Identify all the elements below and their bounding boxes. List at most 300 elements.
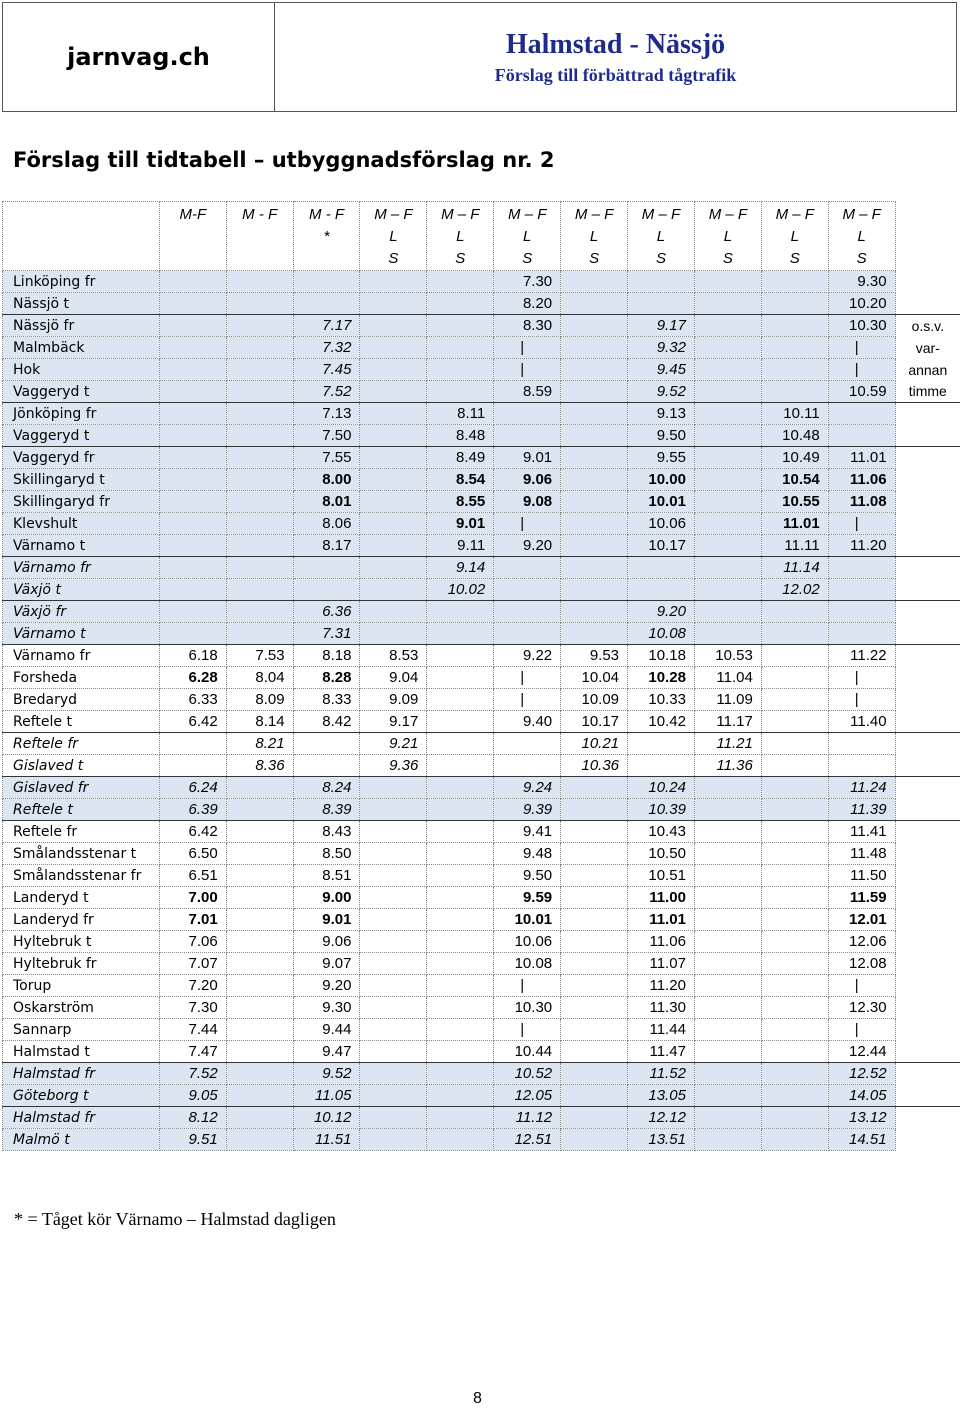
time-cell [694,1019,761,1041]
time-cell [427,821,494,843]
time-cell: 11.05 [293,1085,360,1107]
side-note [895,953,960,975]
time-cell [694,1041,761,1063]
time-cell [159,337,226,359]
time-cell [360,513,427,535]
table-row [3,1085,960,1107]
time-cell [761,337,828,359]
time-cell [761,755,828,777]
time-cell [226,909,293,931]
time-cell [226,557,293,579]
station-name: Skillingaryd fr [3,491,160,513]
time-cell: 8.43 [293,821,360,843]
time-cell: 8.14 [226,711,293,733]
time-cell [226,601,293,623]
time-cell: 10.55 [761,491,828,513]
station-name: Bredaryd [3,689,160,711]
side-note [895,403,960,425]
time-cell: 7.06 [159,931,226,953]
time-cell: 7.52 [159,1063,226,1085]
time-cell: 11.48 [828,843,895,865]
time-cell: 9.32 [628,337,695,359]
time-cell [561,469,628,491]
brand-name: jarnvag.ch [67,43,210,71]
time-cell [761,1085,828,1107]
table-row [3,293,960,315]
time-cell [226,579,293,601]
time-cell: 8.17 [293,535,360,557]
side-note [895,425,960,447]
table-row [3,469,960,491]
time-cell [828,755,895,777]
time-cell: 10.09 [561,689,628,711]
time-cell [761,733,828,755]
side-note [895,975,960,997]
time-cell [761,887,828,909]
station-name: Värnamo fr [3,557,160,579]
time-cell: | [828,513,895,535]
station-name: Linköping fr [3,271,160,293]
table-row [3,711,960,733]
time-cell [494,733,561,755]
side-note [895,535,960,557]
time-cell: 8.20 [494,293,561,315]
time-cell [694,579,761,601]
time-cell [561,777,628,799]
time-cell: 8.06 [293,513,360,535]
station-name: Nässjö fr [3,315,160,337]
time-cell [360,337,427,359]
time-cell: 9.09 [360,689,427,711]
time-cell [694,909,761,931]
time-cell [761,997,828,1019]
time-cell [561,491,628,513]
time-cell: 11.51 [293,1129,360,1151]
time-cell [427,843,494,865]
time-cell [828,733,895,755]
time-cell: 10.43 [628,821,695,843]
time-cell: 9.14 [427,557,494,579]
table-row [3,623,960,645]
time-cell [360,777,427,799]
time-cell [427,1019,494,1041]
time-cell: 11.50 [828,865,895,887]
time-cell: 11.06 [828,469,895,491]
time-cell [761,865,828,887]
station-name: Gislaved fr [3,777,160,799]
time-cell [226,1085,293,1107]
time-cell: | [494,975,561,997]
time-cell: 11.41 [828,821,895,843]
time-cell [226,997,293,1019]
time-cell: 10.20 [828,293,895,315]
time-cell [226,975,293,997]
time-cell: 10.17 [628,535,695,557]
time-cell [561,865,628,887]
time-cell: 9.48 [494,843,561,865]
time-cell: 10.50 [628,843,695,865]
time-cell: 9.30 [293,997,360,1019]
time-cell [761,601,828,623]
side-note [895,777,960,799]
time-cell: 10.39 [628,799,695,821]
side-note [895,997,960,1019]
time-cell: 8.59 [494,381,561,403]
time-cell [761,975,828,997]
time-cell [159,755,226,777]
time-cell: 12.12 [628,1107,695,1129]
time-cell [360,1107,427,1129]
time-cell: 9.52 [628,381,695,403]
station-name: Hok [3,359,160,381]
table-row [3,953,960,975]
time-cell [427,315,494,337]
time-cell [561,315,628,337]
time-cell [293,579,360,601]
table-row [3,425,960,447]
time-cell [561,425,628,447]
time-cell [159,293,226,315]
time-cell: | [828,337,895,359]
side-note [895,469,960,491]
time-cell [561,887,628,909]
station-name: Reftele t [3,711,160,733]
time-cell: 8.48 [427,425,494,447]
time-cell: 9.17 [628,315,695,337]
time-cell: 9.39 [494,799,561,821]
station-name: Nässjö t [3,293,160,315]
time-cell [694,931,761,953]
time-cell [828,425,895,447]
train-column-header: M – F L S [360,202,427,271]
time-cell [561,579,628,601]
time-cell: 11.36 [694,755,761,777]
time-cell [159,513,226,535]
time-cell [561,799,628,821]
time-cell: 6.24 [159,777,226,799]
time-cell [159,601,226,623]
time-cell [360,601,427,623]
side-note: var- [895,337,960,359]
time-cell: 8.51 [293,865,360,887]
time-cell: 9.13 [628,403,695,425]
train-column-header: M – F L S [694,202,761,271]
side-note [895,1129,960,1151]
time-cell [226,1019,293,1041]
time-cell [761,1063,828,1085]
time-cell [761,689,828,711]
station-name: Oskarström [3,997,160,1019]
time-cell [360,623,427,645]
time-cell [561,271,628,293]
time-cell: 12.02 [761,579,828,601]
time-cell [828,579,895,601]
side-note [895,711,960,733]
time-cell: 7.32 [293,337,360,359]
time-cell: 10.06 [494,931,561,953]
time-cell: 7.13 [293,403,360,425]
time-cell [427,623,494,645]
time-cell [694,271,761,293]
station-name: Malmö t [3,1129,160,1151]
time-cell: 9.22 [494,645,561,667]
table-row [3,535,960,557]
table-row [3,689,960,711]
time-cell [561,337,628,359]
time-cell [226,381,293,403]
time-cell [694,469,761,491]
side-note [895,931,960,953]
time-cell [226,469,293,491]
train-column-header: M-F [159,202,226,271]
time-cell [360,1041,427,1063]
time-cell [427,293,494,315]
time-cell [561,953,628,975]
time-cell [694,887,761,909]
time-cell: 11.44 [628,1019,695,1041]
time-cell [561,623,628,645]
side-note [895,513,960,535]
time-cell [761,359,828,381]
time-cell [360,381,427,403]
side-note [895,667,960,689]
time-cell [226,491,293,513]
time-cell: 10.36 [561,755,628,777]
time-cell [427,359,494,381]
table-row [3,315,960,337]
time-cell: | [494,359,561,381]
side-note [895,645,960,667]
time-cell [226,623,293,645]
time-cell: 10.01 [628,491,695,513]
time-cell: 8.11 [427,403,494,425]
time-cell: 7.20 [159,975,226,997]
time-cell: 11.20 [828,535,895,557]
time-cell [694,601,761,623]
time-cell [427,799,494,821]
time-cell: | [494,689,561,711]
time-cell [360,1063,427,1085]
time-cell: 10.24 [628,777,695,799]
time-cell: 9.55 [628,447,695,469]
time-cell: 9.51 [159,1129,226,1151]
side-note [895,1063,960,1085]
time-cell [360,975,427,997]
side-note [895,447,960,469]
time-cell [561,1085,628,1107]
time-cell [427,1107,494,1129]
time-cell [360,293,427,315]
time-cell [226,425,293,447]
side-note: timme [895,381,960,403]
time-cell: 10.53 [694,645,761,667]
table-row [3,931,960,953]
time-cell [694,843,761,865]
time-cell [561,535,628,557]
time-cell [694,381,761,403]
station-name: Smålandsstenar fr [3,865,160,887]
side-note [895,887,960,909]
time-cell: 8.53 [360,645,427,667]
time-cell [561,997,628,1019]
time-cell [761,1041,828,1063]
time-cell: 11.06 [628,931,695,953]
train-column-header: M – F L S [761,202,828,271]
station-name: Forsheda [3,667,160,689]
time-cell [494,755,561,777]
time-cell [628,733,695,755]
time-cell [494,579,561,601]
time-cell: 11.04 [694,667,761,689]
time-cell: 9.08 [494,491,561,513]
time-cell: 12.30 [828,997,895,1019]
time-cell [694,799,761,821]
time-cell: 9.40 [494,711,561,733]
time-cell: 7.47 [159,1041,226,1063]
time-cell [761,777,828,799]
train-column-header: M – F L S [561,202,628,271]
time-cell: 8.36 [226,755,293,777]
time-cell [360,579,427,601]
time-cell [494,557,561,579]
time-cell: 12.51 [494,1129,561,1151]
time-cell [561,403,628,425]
station-name: Klevshult [3,513,160,535]
time-cell [761,821,828,843]
time-cell [694,557,761,579]
time-cell [494,403,561,425]
time-cell [427,755,494,777]
time-cell [427,645,494,667]
station-name: Gislaved t [3,755,160,777]
time-cell [761,623,828,645]
time-cell [561,1063,628,1085]
time-cell: 11.08 [828,491,895,513]
footnote: * = Tåget kör Värnamo – Halmstad dagligen [14,1209,336,1229]
time-cell [226,1129,293,1151]
time-cell [159,403,226,425]
time-cell [226,1041,293,1063]
time-cell [427,909,494,931]
train-column-header: M – F L S [828,202,895,271]
station-name: Malmbäck [3,337,160,359]
time-cell: 9.21 [360,733,427,755]
time-cell: 9.17 [360,711,427,733]
time-cell [628,557,695,579]
side-note [895,1085,960,1107]
time-cell [828,403,895,425]
time-cell [694,975,761,997]
side-note [895,271,960,293]
time-cell: 11.21 [694,733,761,755]
time-cell: 7.52 [293,381,360,403]
station-name: Halmstad fr [3,1107,160,1129]
table-row [3,1019,960,1041]
time-cell [226,315,293,337]
time-cell: 8.39 [293,799,360,821]
time-cell [360,403,427,425]
time-cell [694,359,761,381]
time-cell [159,733,226,755]
time-cell: 9.01 [293,909,360,931]
time-cell [427,865,494,887]
station-name: Landeryd t [3,887,160,909]
table-row [3,975,960,997]
time-cell [427,997,494,1019]
time-cell: 10.42 [628,711,695,733]
time-cell [226,865,293,887]
time-cell [159,535,226,557]
time-cell: 11.30 [628,997,695,1019]
side-note [895,843,960,865]
time-cell [561,447,628,469]
time-cell: 9.50 [494,865,561,887]
time-cell: 8.12 [159,1107,226,1129]
time-cell: | [828,359,895,381]
train-column-header: M – F L S [628,202,695,271]
station-name: Reftele t [3,799,160,821]
time-cell [427,711,494,733]
time-cell: | [828,689,895,711]
train-column-header: M - F [226,202,293,271]
time-cell: 11.24 [828,777,895,799]
time-cell: 10.52 [494,1063,561,1085]
page-header [2,2,957,112]
time-cell: 6.18 [159,645,226,667]
header-title: Halmstad - Nässjö [505,28,726,60]
time-cell [694,513,761,535]
time-cell [360,469,427,491]
time-cell [761,1107,828,1129]
station-name: Jönköping fr [3,403,160,425]
station-name: Värnamo fr [3,645,160,667]
time-cell [694,293,761,315]
time-cell [427,1041,494,1063]
timetable [2,201,960,1151]
time-cell [828,557,895,579]
time-cell: 6.36 [293,601,360,623]
time-cell [561,1107,628,1129]
time-cell: 8.50 [293,843,360,865]
time-cell: 6.42 [159,711,226,733]
time-cell [360,887,427,909]
time-cell: 6.42 [159,821,226,843]
table-row [3,799,960,821]
time-cell [761,271,828,293]
time-cell: 10.33 [628,689,695,711]
time-cell: 13.12 [828,1107,895,1129]
time-cell: 8.04 [226,667,293,689]
time-cell [828,623,895,645]
time-cell: 7.01 [159,909,226,931]
time-cell [226,293,293,315]
time-cell [226,535,293,557]
station-name: Landeryd fr [3,909,160,931]
time-cell: 10.54 [761,469,828,491]
time-cell: 9.07 [293,953,360,975]
time-cell: 10.30 [494,997,561,1019]
time-cell [159,425,226,447]
time-cell: 9.30 [828,271,895,293]
time-cell [761,645,828,667]
time-cell: 8.18 [293,645,360,667]
time-cell [761,953,828,975]
time-cell [561,1019,628,1041]
time-cell: 10.01 [494,909,561,931]
station-name: Vaggeryd fr [3,447,160,469]
side-note: o.s.v. [895,315,960,337]
station-name: Göteborg t [3,1085,160,1107]
